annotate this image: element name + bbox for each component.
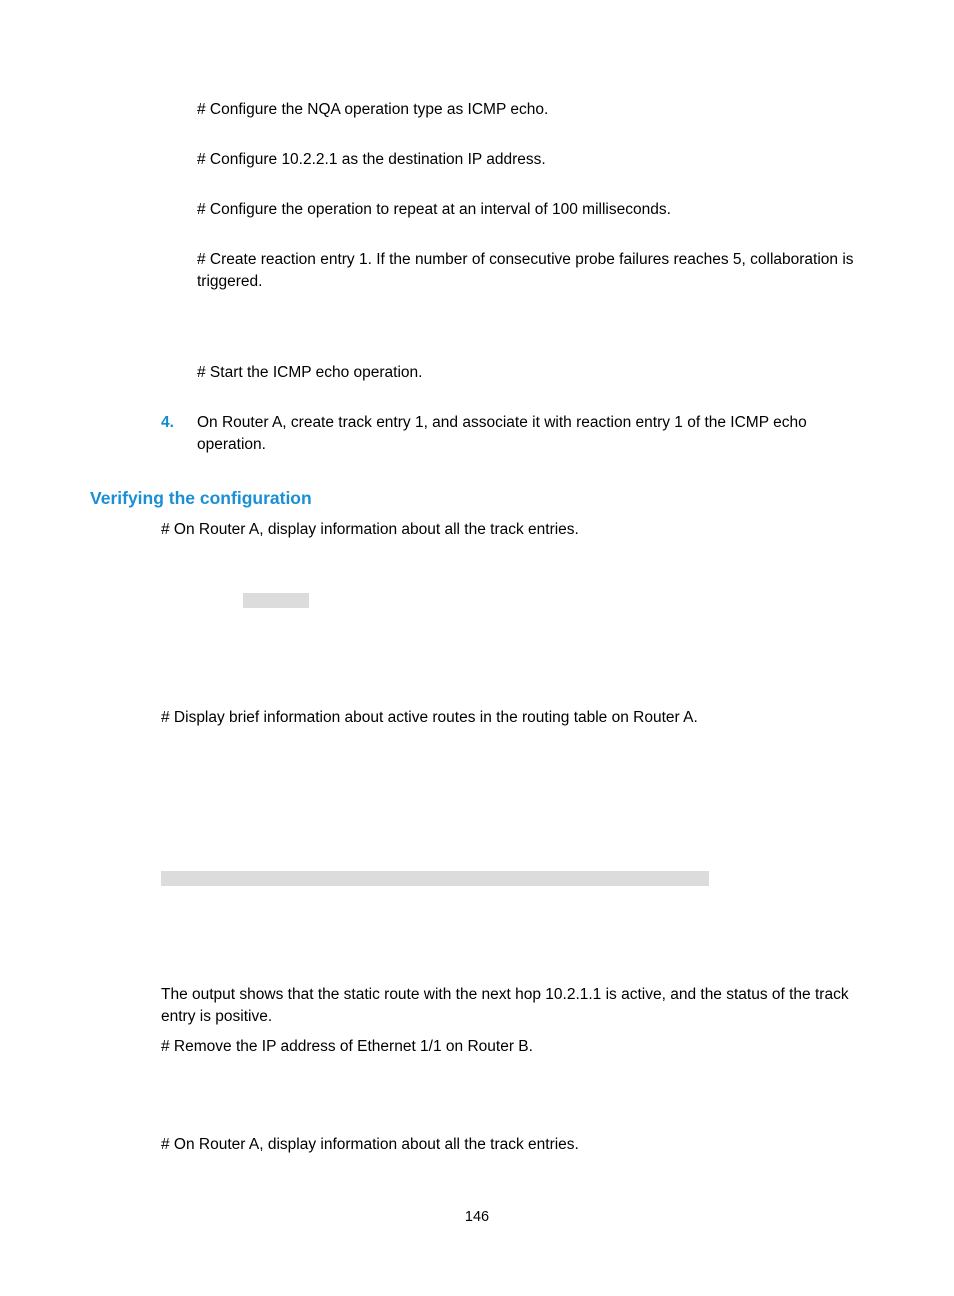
output-explanation: The output shows that the static route with the next hop 10.2.1.1 is active, and the status of the track entry is positive.	[161, 986, 849, 1025]
instruction-display-track-entries-again: # On Router A, display information about all the track entries.	[161, 1136, 579, 1153]
instruction-nqa-type: # Configure the NQA operation type as ICMP echo.	[197, 101, 549, 118]
route-output-highlight	[161, 871, 709, 886]
instruction-destination-ip: # Configure 10.2.2.1 as the destination IP address.	[197, 151, 546, 168]
instruction-repeat-interval: # Configure the operation to repeat at an interval of 100 milliseconds.	[197, 201, 671, 218]
step-number-4: 4.	[161, 414, 174, 431]
step-4-text: On Router A, create track entry 1, and associate it with reaction entry 1 of the ICMP echo operation.	[197, 414, 807, 453]
instruction-display-routes: # Display brief information about active routes in the routing table on Router A.	[161, 709, 698, 726]
instruction-remove-ip: # Remove the IP address of Ethernet 1/1 on Router B.	[161, 1038, 533, 1055]
page-number: 146	[464, 1209, 490, 1225]
section-heading: Verifying the configuration	[90, 488, 312, 508]
command-output-highlight	[243, 593, 309, 608]
instruction-reaction-entry: # Create reaction entry 1. If the number of consecutive probe failures reaches 5, collaboration is triggered.	[197, 251, 854, 290]
instruction-display-track-entries: # On Router A, display information about all the track entries.	[161, 521, 579, 538]
instruction-start-operation: # Start the ICMP echo operation.	[197, 364, 423, 381]
